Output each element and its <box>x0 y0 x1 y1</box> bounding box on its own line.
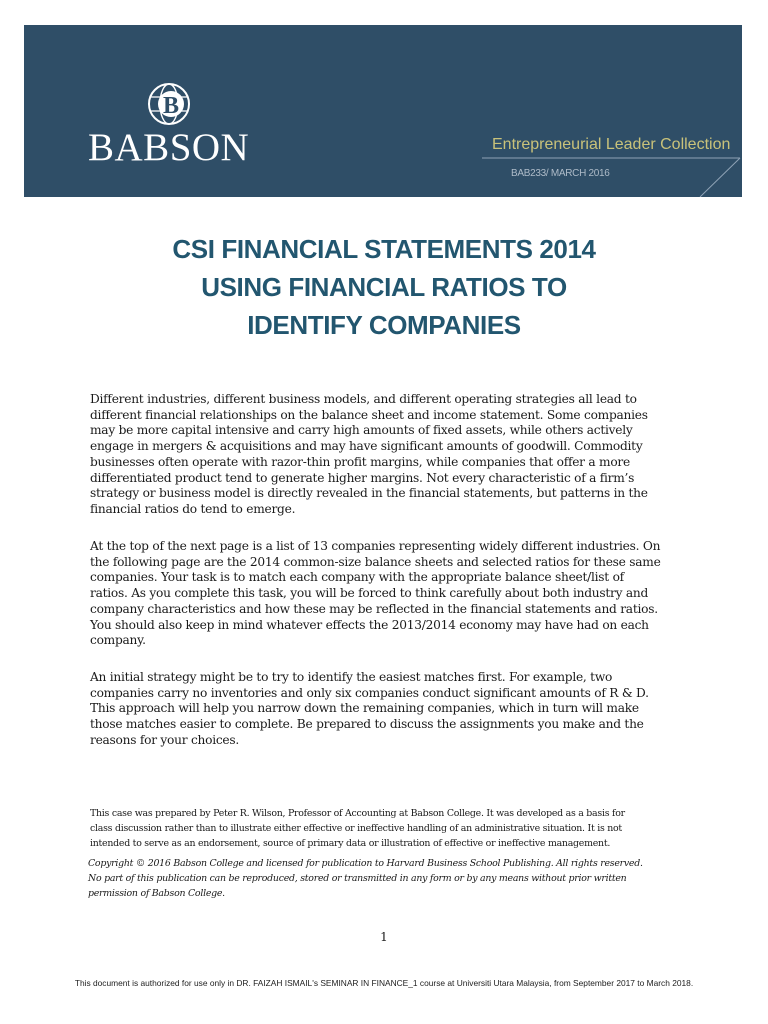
copyright-notice <box>88 856 728 901</box>
note-line: class discussion rather than to illustrate either effective or ineffective handling of an administrative situation. It is not <box>90 823 622 834</box>
paragraph-line: This approach will help you narrow down the remaining companies, which in turn will make <box>90 701 639 716</box>
task-paragraph <box>90 539 678 649</box>
title-line-1: CSI FINANCIAL STATEMENTS 2014 <box>172 234 596 264</box>
case-note <box>90 806 690 851</box>
document-code: BAB233/ MARCH 2016 <box>511 168 610 179</box>
authorization-footer: This document is authorized for use only in DR. FAIZAH ISMAIL's SEMINAR IN FINANCE_1 course at Universiti Utara Malaysia, from September 2017 to March 2018. <box>74 978 694 988</box>
paragraph-line: At the top of the next page is a list of 13 companies representing widely different industries. On <box>90 539 661 553</box>
paragraph-line: may be more capital intensive and carry high amounts of fixed assets, while others actively <box>90 423 633 438</box>
paragraph-line: companies carry no inventories and only six companies conduct significant amounts of R & D. <box>90 685 649 700</box>
note-line: intended to serve as an endorsement, source of primary data or illustration of effective or ineffective management. <box>90 838 611 849</box>
paragraph-line: reasons for your choices. <box>90 732 240 747</box>
paragraph-line: Different industries, different business models, and different operating strategies all lead to <box>90 392 637 406</box>
paragraph-line: company characteristics and how these may be reflected in the financial statements and ratios. <box>90 601 658 616</box>
collection-label: Entrepreneurial Leader Collection <box>492 136 731 153</box>
paragraph-line: strategy or business model is directly revealed in the financial statements, but patterns in the <box>90 486 648 501</box>
paragraph-line: companies. Your task is to match each company with the appropriate balance sheet/list of <box>90 570 624 585</box>
paragraph-line: engage in mergers & acquisitions and may have significant amounts of goodwill. Commodity <box>90 439 643 454</box>
page-title <box>60 230 708 344</box>
paragraph-line: differentiated product tend to generate higher margins. Not every characteristic of a firm’s <box>90 470 635 485</box>
paragraph-line: company. <box>90 633 146 648</box>
paragraph-line: An initial strategy might be to try to identify the easiest matches first. For example, two <box>90 670 613 684</box>
intro-paragraph <box>90 392 678 518</box>
svg-text:B: B <box>162 93 180 119</box>
babson-crest-icon <box>147 82 191 126</box>
paragraph-line: businesses often operate with razor-thin profit margins, while companies that offer a more <box>90 454 630 469</box>
paragraph-line: different financial relationships on the balance sheet and income statement. Some companies <box>90 407 648 422</box>
paragraph-line: those matches easier to complete. Be prepared to discuss the assignments you make and the <box>90 717 644 732</box>
copyright-line: permission of Babson College. <box>88 888 225 899</box>
title-line-3: IDENTIFY COMPANIES <box>247 310 521 340</box>
strategy-paragraph <box>90 670 678 749</box>
paragraph-line: You should also keep in mind whatever effects the 2013/2014 economy may have had on each <box>90 617 649 632</box>
copyright-line: No part of this publication can be reproduced, stored or transmitted in any form or by any means without prior written <box>88 873 627 884</box>
title-line-2: USING FINANCIAL RATIOS TO <box>201 272 567 302</box>
copyright-line: Copyright © 2016 Babson College and licensed for publication to Harvard Business School Publishing. All rights reserved. <box>88 858 643 869</box>
paragraph-line: the following page are the 2014 common-size balance sheets and selected ratios for these same <box>90 554 661 569</box>
header-banner <box>24 25 742 197</box>
note-line: This case was prepared by Peter R. Wilson, Professor of Accounting at Babson College. It was developed as a basis for <box>90 808 625 819</box>
paragraph-line: ratios. As you complete this task, you will be forced to think carefully about both industry and <box>90 586 649 601</box>
brand-wordmark: BABSON <box>88 126 250 169</box>
paragraph-line: financial ratios do tend to emerge. <box>90 501 296 516</box>
page-number: 1 <box>380 930 388 944</box>
